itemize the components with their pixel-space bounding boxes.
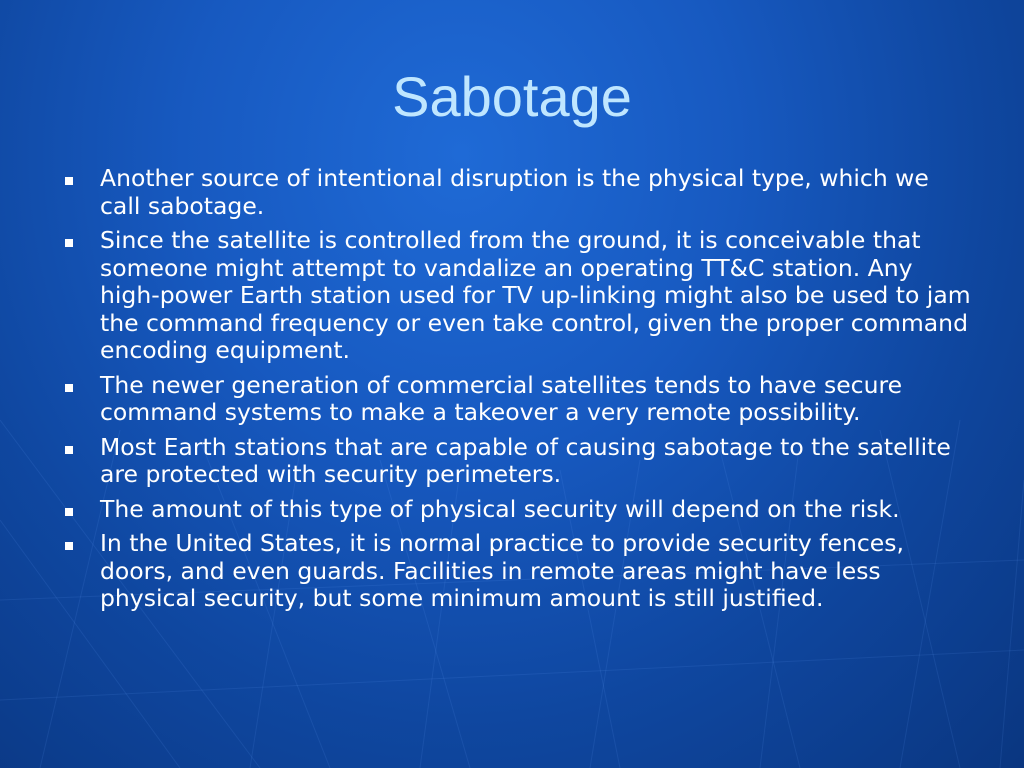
- bullet-text: Since the satellite is controlled from the ground, it is conceivable that someone might attempt to vandalize an operating TT&C station. Any high-power Earth station used for TV up-linking might also be used to jam the command frequency or even take control, given the proper command encoding equipment.: [100, 226, 971, 364]
- bullet-text: In the United States, it is normal practice to provide security fences, doors, and even guards. Facilities in remote areas might have less physical security, but some minimum amount is still justified.: [100, 529, 904, 612]
- slide-title: Sabotage: [392, 65, 632, 128]
- bullet-text: The amount of this type of physical security will depend on the risk.: [100, 494, 900, 523]
- square-bullet-icon: [65, 239, 73, 247]
- bullet-item: [62, 165, 974, 220]
- square-bullet-icon: [65, 446, 73, 454]
- bullet-text: The newer generation of commercial satellites tends to have secure command systems to make a takeover a very remote possibility.: [100, 370, 903, 426]
- bullet-item: [62, 496, 974, 524]
- square-bullet-icon: [65, 177, 73, 185]
- bullet-text: Another source of intentional disruption is the physical type, which we call sabotage.: [100, 164, 929, 220]
- square-bullet-icon: [65, 542, 73, 550]
- bullet-list: [62, 165, 974, 620]
- bullet-item: [62, 227, 974, 365]
- square-bullet-icon: [65, 508, 73, 516]
- bullet-item: [62, 530, 974, 613]
- bullet-item: [62, 372, 974, 427]
- bullet-text: Most Earth stations that are capable of causing sabotage to the satellite are protected with security perimeters.: [100, 432, 951, 488]
- bullet-item: [62, 434, 974, 489]
- square-bullet-icon: [65, 384, 73, 392]
